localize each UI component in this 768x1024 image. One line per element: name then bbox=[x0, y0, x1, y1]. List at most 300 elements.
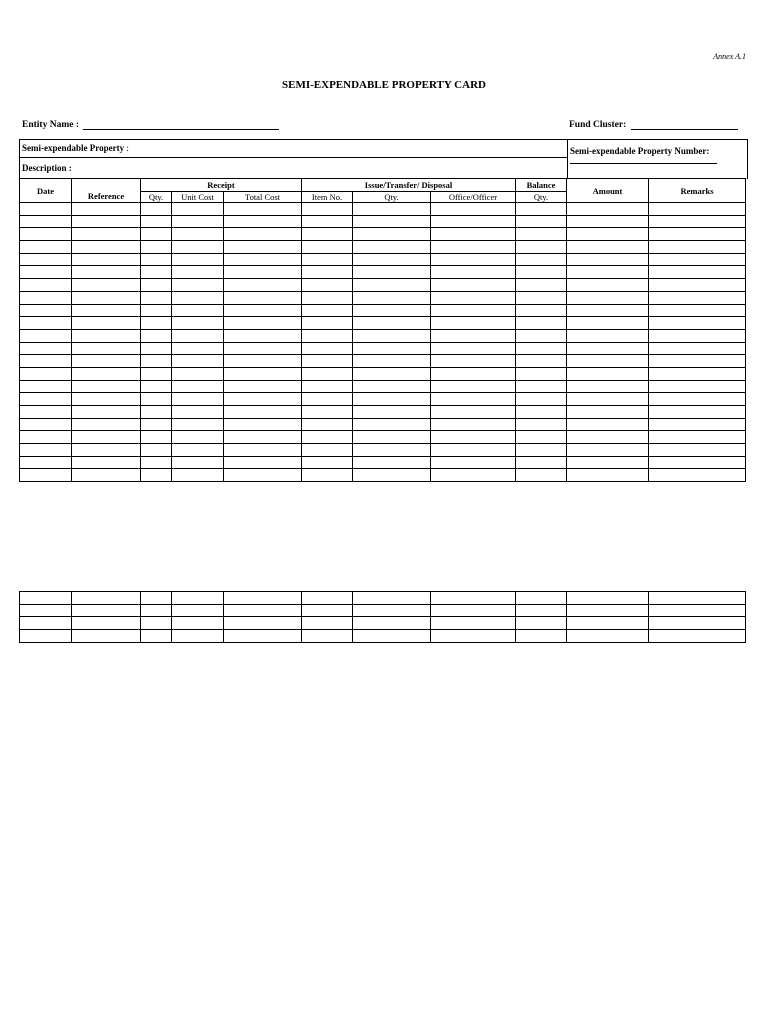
table-cell[interactable] bbox=[649, 406, 746, 419]
table-cell[interactable] bbox=[224, 469, 302, 482]
table-cell[interactable] bbox=[20, 367, 72, 380]
table-cell[interactable] bbox=[649, 617, 746, 630]
table-cell[interactable] bbox=[172, 342, 224, 355]
table-cell[interactable] bbox=[516, 317, 567, 330]
table-row bbox=[20, 604, 746, 617]
table-cell[interactable] bbox=[141, 228, 172, 241]
table-cell[interactable] bbox=[224, 342, 302, 355]
table-cell[interactable] bbox=[172, 228, 224, 241]
table-cell[interactable] bbox=[567, 380, 649, 393]
table-cell[interactable] bbox=[431, 604, 516, 617]
table-cell[interactable] bbox=[516, 203, 567, 216]
table-cell[interactable] bbox=[353, 355, 431, 368]
table-cell[interactable] bbox=[302, 253, 353, 266]
table-cell[interactable] bbox=[516, 456, 567, 469]
table-cell[interactable] bbox=[516, 241, 567, 254]
table-cell[interactable] bbox=[567, 431, 649, 444]
table-cell[interactable] bbox=[141, 241, 172, 254]
header-reference: Reference bbox=[72, 179, 141, 203]
table-cell[interactable] bbox=[431, 393, 516, 406]
table-cell[interactable] bbox=[20, 342, 72, 355]
table-cell[interactable] bbox=[72, 393, 141, 406]
table-cell[interactable] bbox=[649, 592, 746, 605]
table-cell[interactable] bbox=[649, 317, 746, 330]
table-cell[interactable] bbox=[172, 456, 224, 469]
table-cell[interactable] bbox=[20, 291, 72, 304]
table-cell[interactable] bbox=[431, 431, 516, 444]
table-cell[interactable] bbox=[431, 355, 516, 368]
table-cell[interactable] bbox=[431, 203, 516, 216]
table-cell[interactable] bbox=[649, 253, 746, 266]
table-cell[interactable] bbox=[72, 456, 141, 469]
table-cell[interactable] bbox=[172, 317, 224, 330]
table-cell[interactable] bbox=[72, 604, 141, 617]
table-cell[interactable] bbox=[72, 418, 141, 431]
table-cell[interactable] bbox=[224, 228, 302, 241]
table-cell[interactable] bbox=[302, 228, 353, 241]
table-cell[interactable] bbox=[567, 228, 649, 241]
table-cell[interactable] bbox=[649, 630, 746, 643]
table-cell[interactable] bbox=[224, 266, 302, 279]
table-cell[interactable] bbox=[649, 291, 746, 304]
table-cell[interactable] bbox=[567, 203, 649, 216]
table-cell[interactable] bbox=[72, 355, 141, 368]
table-cell[interactable] bbox=[72, 469, 141, 482]
table-cell[interactable] bbox=[649, 444, 746, 457]
table-cell[interactable] bbox=[353, 630, 431, 643]
table-cell[interactable] bbox=[20, 228, 72, 241]
table-cell[interactable] bbox=[516, 342, 567, 355]
table-cell[interactable] bbox=[649, 367, 746, 380]
table-cell[interactable] bbox=[172, 418, 224, 431]
table-cell[interactable] bbox=[431, 215, 516, 228]
table-cell[interactable] bbox=[72, 266, 141, 279]
table-cell[interactable] bbox=[20, 203, 72, 216]
table-cell[interactable] bbox=[20, 406, 72, 419]
table-cell[interactable] bbox=[516, 367, 567, 380]
table-cell[interactable] bbox=[302, 617, 353, 630]
table-cell[interactable] bbox=[649, 431, 746, 444]
table-cell[interactable] bbox=[302, 431, 353, 444]
table-cell[interactable] bbox=[172, 469, 224, 482]
table-cell[interactable] bbox=[224, 279, 302, 292]
table-cell[interactable] bbox=[649, 304, 746, 317]
table-cell[interactable] bbox=[224, 380, 302, 393]
table-cell[interactable] bbox=[353, 215, 431, 228]
table-cell[interactable] bbox=[224, 406, 302, 419]
table-cell[interactable] bbox=[431, 253, 516, 266]
table-cell[interactable] bbox=[302, 406, 353, 419]
table-cell[interactable] bbox=[353, 279, 431, 292]
table-cell[interactable] bbox=[224, 355, 302, 368]
table-cell[interactable] bbox=[141, 367, 172, 380]
table-cell[interactable] bbox=[20, 592, 72, 605]
table-cell[interactable] bbox=[353, 469, 431, 482]
table-cell[interactable] bbox=[172, 630, 224, 643]
table-cell[interactable] bbox=[649, 380, 746, 393]
table-cell[interactable] bbox=[516, 431, 567, 444]
table-cell[interactable] bbox=[224, 630, 302, 643]
table-cell[interactable] bbox=[302, 215, 353, 228]
table-cell[interactable] bbox=[431, 444, 516, 457]
table-cell[interactable] bbox=[172, 329, 224, 342]
table-cell[interactable] bbox=[72, 253, 141, 266]
table-cell[interactable] bbox=[224, 329, 302, 342]
table-cell[interactable] bbox=[431, 617, 516, 630]
table-cell[interactable] bbox=[141, 253, 172, 266]
table-cell[interactable] bbox=[431, 329, 516, 342]
table-cell[interactable] bbox=[649, 469, 746, 482]
table-cell[interactable] bbox=[172, 215, 224, 228]
table-cell[interactable] bbox=[141, 266, 172, 279]
table-cell[interactable] bbox=[141, 418, 172, 431]
table-cell[interactable] bbox=[302, 469, 353, 482]
table-cell[interactable] bbox=[72, 279, 141, 292]
table-cell[interactable] bbox=[516, 630, 567, 643]
table-cell[interactable] bbox=[172, 592, 224, 605]
table-cell[interactable] bbox=[431, 266, 516, 279]
table-cell[interactable] bbox=[302, 444, 353, 457]
table-cell[interactable] bbox=[649, 418, 746, 431]
table-cell[interactable] bbox=[516, 444, 567, 457]
table-cell[interactable] bbox=[302, 329, 353, 342]
table-row bbox=[20, 367, 746, 380]
table-cell[interactable] bbox=[172, 617, 224, 630]
header-remarks: Remarks bbox=[649, 179, 746, 203]
table-cell[interactable] bbox=[172, 444, 224, 457]
table-cell[interactable] bbox=[224, 367, 302, 380]
table-cell[interactable] bbox=[431, 630, 516, 643]
table-cell[interactable] bbox=[567, 393, 649, 406]
table-cell[interactable] bbox=[431, 456, 516, 469]
table-cell[interactable] bbox=[353, 241, 431, 254]
table-cell[interactable] bbox=[353, 317, 431, 330]
table-cell[interactable] bbox=[516, 617, 567, 630]
table-cell[interactable] bbox=[224, 317, 302, 330]
table-cell[interactable] bbox=[516, 291, 567, 304]
table-cell[interactable] bbox=[516, 329, 567, 342]
table-cell[interactable] bbox=[72, 241, 141, 254]
table-cell[interactable] bbox=[431, 418, 516, 431]
table-cell[interactable] bbox=[431, 291, 516, 304]
table-cell[interactable] bbox=[431, 304, 516, 317]
table-cell[interactable] bbox=[72, 203, 141, 216]
table-cell[interactable] bbox=[302, 304, 353, 317]
table-cell[interactable] bbox=[141, 431, 172, 444]
table-cell[interactable] bbox=[353, 329, 431, 342]
table-cell[interactable] bbox=[567, 266, 649, 279]
table-cell[interactable] bbox=[567, 592, 649, 605]
table-cell[interactable] bbox=[302, 380, 353, 393]
property-number-blank[interactable] bbox=[570, 163, 717, 164]
table-cell[interactable] bbox=[20, 444, 72, 457]
table-cell[interactable] bbox=[567, 342, 649, 355]
fund-cluster-blank[interactable] bbox=[631, 119, 738, 130]
table-cell[interactable] bbox=[141, 215, 172, 228]
table-cell[interactable] bbox=[516, 215, 567, 228]
table-cell[interactable] bbox=[649, 355, 746, 368]
table-row bbox=[20, 617, 746, 630]
table-cell[interactable] bbox=[353, 393, 431, 406]
table-cell[interactable] bbox=[72, 329, 141, 342]
table-cell[interactable] bbox=[567, 355, 649, 368]
entity-name-field bbox=[22, 119, 279, 130]
ledger-continuation-body bbox=[20, 592, 746, 643]
table-cell[interactable] bbox=[431, 592, 516, 605]
table-cell[interactable] bbox=[353, 228, 431, 241]
table-cell[interactable] bbox=[20, 469, 72, 482]
table-cell[interactable] bbox=[302, 266, 353, 279]
table-cell[interactable] bbox=[72, 367, 141, 380]
table-cell[interactable] bbox=[516, 604, 567, 617]
table-cell[interactable] bbox=[353, 367, 431, 380]
table-cell[interactable] bbox=[141, 342, 172, 355]
table-cell[interactable] bbox=[431, 367, 516, 380]
table-cell[interactable] bbox=[20, 253, 72, 266]
table-cell[interactable] bbox=[302, 604, 353, 617]
table-cell[interactable] bbox=[172, 431, 224, 444]
table-cell[interactable] bbox=[72, 304, 141, 317]
table-cell[interactable] bbox=[567, 215, 649, 228]
table-cell[interactable] bbox=[224, 393, 302, 406]
table-cell[interactable] bbox=[431, 380, 516, 393]
table-cell[interactable] bbox=[516, 279, 567, 292]
table-cell[interactable] bbox=[431, 279, 516, 292]
table-cell[interactable] bbox=[567, 367, 649, 380]
table-cell[interactable] bbox=[224, 444, 302, 457]
table-cell[interactable] bbox=[141, 317, 172, 330]
table-cell[interactable] bbox=[141, 617, 172, 630]
table-cell[interactable] bbox=[72, 380, 141, 393]
table-cell[interactable] bbox=[302, 418, 353, 431]
table-cell[interactable] bbox=[353, 266, 431, 279]
table-cell[interactable] bbox=[20, 304, 72, 317]
table-cell[interactable] bbox=[141, 444, 172, 457]
table-cell[interactable] bbox=[20, 418, 72, 431]
table-cell[interactable] bbox=[224, 617, 302, 630]
table-cell[interactable] bbox=[353, 380, 431, 393]
table-cell[interactable] bbox=[141, 393, 172, 406]
table-cell[interactable] bbox=[353, 617, 431, 630]
table-cell[interactable] bbox=[141, 406, 172, 419]
table-cell[interactable] bbox=[431, 228, 516, 241]
property-info-box bbox=[19, 139, 748, 179]
table-cell[interactable] bbox=[353, 304, 431, 317]
table-cell[interactable] bbox=[20, 393, 72, 406]
table-cell[interactable] bbox=[172, 203, 224, 216]
table-cell[interactable] bbox=[141, 279, 172, 292]
table-cell[interactable] bbox=[431, 406, 516, 419]
table-cell[interactable] bbox=[302, 367, 353, 380]
table-cell[interactable] bbox=[649, 604, 746, 617]
table-cell[interactable] bbox=[353, 444, 431, 457]
table-cell[interactable] bbox=[141, 592, 172, 605]
table-cell[interactable] bbox=[141, 469, 172, 482]
table-cell[interactable] bbox=[353, 592, 431, 605]
table-cell[interactable] bbox=[20, 617, 72, 630]
table-cell[interactable] bbox=[72, 291, 141, 304]
table-cell[interactable] bbox=[649, 393, 746, 406]
table-cell[interactable] bbox=[516, 592, 567, 605]
table-cell[interactable] bbox=[649, 203, 746, 216]
table-cell[interactable] bbox=[302, 241, 353, 254]
table-cell[interactable] bbox=[224, 418, 302, 431]
table-cell[interactable] bbox=[172, 241, 224, 254]
table-cell[interactable] bbox=[516, 380, 567, 393]
table-cell[interactable] bbox=[567, 241, 649, 254]
table-cell[interactable] bbox=[567, 617, 649, 630]
table-cell[interactable] bbox=[353, 431, 431, 444]
table-cell[interactable] bbox=[141, 456, 172, 469]
table-cell[interactable] bbox=[20, 604, 72, 617]
table-cell[interactable] bbox=[516, 228, 567, 241]
table-cell[interactable] bbox=[20, 630, 72, 643]
table-cell[interactable] bbox=[20, 329, 72, 342]
table-cell[interactable] bbox=[224, 604, 302, 617]
table-row bbox=[20, 317, 746, 330]
table-cell[interactable] bbox=[516, 266, 567, 279]
table-cell[interactable] bbox=[567, 456, 649, 469]
table-cell[interactable] bbox=[172, 304, 224, 317]
table-cell[interactable] bbox=[516, 253, 567, 266]
table-cell[interactable] bbox=[567, 329, 649, 342]
table-cell[interactable] bbox=[224, 241, 302, 254]
table-cell[interactable] bbox=[302, 355, 353, 368]
table-cell[interactable] bbox=[20, 215, 72, 228]
table-cell[interactable] bbox=[516, 304, 567, 317]
header-receipt-qty: Qty. bbox=[141, 192, 172, 203]
table-cell[interactable] bbox=[172, 266, 224, 279]
table-cell[interactable] bbox=[224, 203, 302, 216]
table-cell[interactable] bbox=[353, 253, 431, 266]
table-cell[interactable] bbox=[72, 431, 141, 444]
table-cell[interactable] bbox=[172, 406, 224, 419]
table-cell[interactable] bbox=[72, 317, 141, 330]
table-cell[interactable] bbox=[141, 203, 172, 216]
table-cell[interactable] bbox=[302, 279, 353, 292]
table-cell[interactable] bbox=[72, 444, 141, 457]
table-cell[interactable] bbox=[224, 592, 302, 605]
table-cell[interactable] bbox=[302, 630, 353, 643]
table-cell[interactable] bbox=[649, 241, 746, 254]
table-cell[interactable] bbox=[567, 304, 649, 317]
table-cell[interactable] bbox=[567, 279, 649, 292]
table-cell[interactable] bbox=[649, 342, 746, 355]
table-cell[interactable] bbox=[172, 291, 224, 304]
table-cell[interactable] bbox=[649, 266, 746, 279]
table-cell[interactable] bbox=[72, 215, 141, 228]
table-cell[interactable] bbox=[567, 604, 649, 617]
table-cell[interactable] bbox=[649, 456, 746, 469]
table-cell[interactable] bbox=[567, 317, 649, 330]
table-cell[interactable] bbox=[141, 304, 172, 317]
table-cell[interactable] bbox=[516, 393, 567, 406]
table-cell[interactable] bbox=[224, 253, 302, 266]
table-cell[interactable] bbox=[20, 355, 72, 368]
table-cell[interactable] bbox=[20, 241, 72, 254]
table-cell[interactable] bbox=[302, 592, 353, 605]
table-cell[interactable] bbox=[172, 380, 224, 393]
table-cell[interactable] bbox=[72, 342, 141, 355]
table-cell[interactable] bbox=[649, 329, 746, 342]
table-cell[interactable] bbox=[567, 291, 649, 304]
table-cell[interactable] bbox=[72, 592, 141, 605]
table-cell[interactable] bbox=[172, 355, 224, 368]
table-cell[interactable] bbox=[516, 469, 567, 482]
table-cell[interactable] bbox=[172, 279, 224, 292]
table-cell[interactable] bbox=[353, 342, 431, 355]
table-cell[interactable] bbox=[302, 456, 353, 469]
table-cell[interactable] bbox=[516, 355, 567, 368]
table-cell[interactable] bbox=[224, 215, 302, 228]
table-cell[interactable] bbox=[20, 456, 72, 469]
table-cell[interactable] bbox=[302, 342, 353, 355]
table-cell[interactable] bbox=[224, 291, 302, 304]
table-cell[interactable] bbox=[302, 393, 353, 406]
table-cell[interactable] bbox=[72, 630, 141, 643]
table-cell[interactable] bbox=[72, 228, 141, 241]
table-cell[interactable] bbox=[172, 393, 224, 406]
table-cell[interactable] bbox=[72, 406, 141, 419]
table-cell[interactable] bbox=[353, 406, 431, 419]
table-cell[interactable] bbox=[431, 317, 516, 330]
table-cell[interactable] bbox=[567, 469, 649, 482]
table-cell[interactable] bbox=[353, 291, 431, 304]
table-cell[interactable] bbox=[20, 380, 72, 393]
table-cell[interactable] bbox=[302, 317, 353, 330]
header-date: Date bbox=[20, 179, 72, 203]
table-cell[interactable] bbox=[141, 380, 172, 393]
table-cell[interactable] bbox=[431, 241, 516, 254]
entity-name-blank[interactable] bbox=[83, 119, 279, 130]
table-cell[interactable] bbox=[302, 291, 353, 304]
table-cell[interactable] bbox=[353, 203, 431, 216]
table-cell[interactable] bbox=[141, 355, 172, 368]
table-cell[interactable] bbox=[567, 253, 649, 266]
table-cell[interactable] bbox=[353, 456, 431, 469]
table-cell[interactable] bbox=[431, 342, 516, 355]
table-cell[interactable] bbox=[649, 228, 746, 241]
table-cell[interactable] bbox=[172, 253, 224, 266]
table-cell[interactable] bbox=[20, 317, 72, 330]
table-cell[interactable] bbox=[649, 279, 746, 292]
table-cell[interactable] bbox=[431, 469, 516, 482]
table-cell[interactable] bbox=[516, 418, 567, 431]
table-cell[interactable] bbox=[567, 630, 649, 643]
table-cell[interactable] bbox=[20, 431, 72, 444]
table-cell[interactable] bbox=[20, 266, 72, 279]
table-cell[interactable] bbox=[224, 431, 302, 444]
table-cell[interactable] bbox=[224, 456, 302, 469]
table-cell[interactable] bbox=[567, 418, 649, 431]
table-cell[interactable] bbox=[172, 367, 224, 380]
table-cell[interactable] bbox=[353, 418, 431, 431]
table-cell[interactable] bbox=[172, 604, 224, 617]
table-cell[interactable] bbox=[20, 279, 72, 292]
table-cell[interactable] bbox=[141, 630, 172, 643]
table-cell[interactable] bbox=[141, 329, 172, 342]
table-cell[interactable] bbox=[516, 406, 567, 419]
table-cell[interactable] bbox=[141, 604, 172, 617]
table-cell[interactable] bbox=[567, 444, 649, 457]
table-cell[interactable] bbox=[141, 291, 172, 304]
table-cell[interactable] bbox=[353, 604, 431, 617]
table-cell[interactable] bbox=[567, 406, 649, 419]
table-cell[interactable] bbox=[224, 304, 302, 317]
table-cell[interactable] bbox=[72, 617, 141, 630]
table-cell[interactable] bbox=[649, 215, 746, 228]
table-cell[interactable] bbox=[302, 203, 353, 216]
